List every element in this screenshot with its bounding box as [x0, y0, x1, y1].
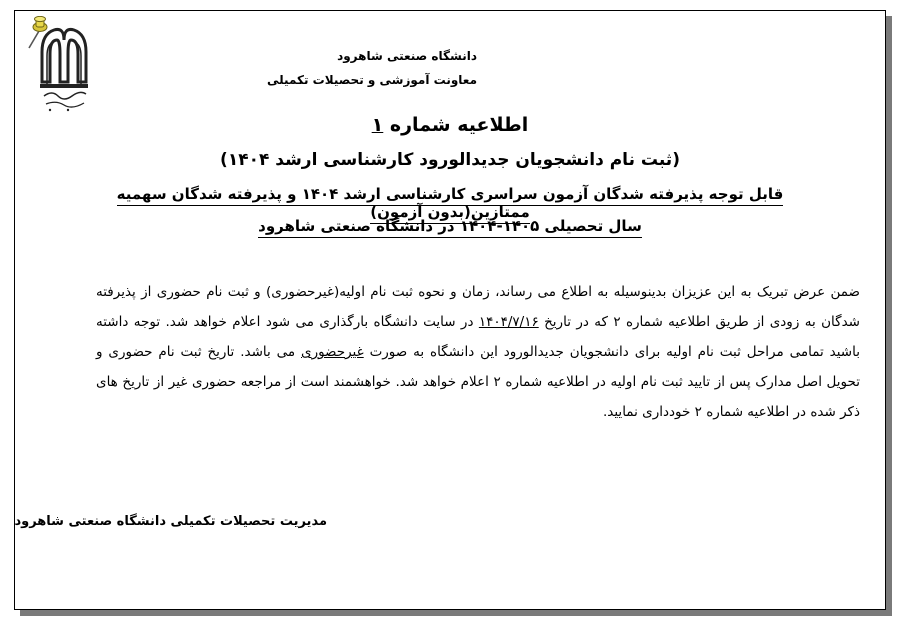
notice-subtitle: (ثبت نام دانشجویان جدیدالورود کارشناسی ارشد ۱۴۰۴) — [220, 150, 680, 170]
body-part-3: می باشد. تاریخ ثبت نام حضوری و تحویل اصل مدارک پس از تایید ثبت نام اولیه در اطلاعیه شماره ۲ اعلام خواهد شد. خواهشمند است از مراجعه حضوری غیر از تاریخ های ذکر شده در اطلاعیه شماره ۲ خودداری نمایید. — [96, 344, 860, 420]
university-logo — [38, 26, 90, 114]
university-name: دانشگاه صنعتی شاهرود — [337, 49, 477, 63]
announcement-date: ۱۴۰۴/۷/۱۶ — [478, 314, 539, 330]
notice-year-text: سال تحصیلی ۱۴۰۵-۱۴۰۴ در دانشگاه صنعتی شاهرود — [258, 217, 642, 238]
body-part-2: در سایت دانشگاه بارگذاری می شود اعلام خواهد شد. توجه داشته باشید تمامی مراحل ثبت نام اولیه برای دانشجویان جدیدالورود این دانشگاه به صورت — [96, 314, 860, 360]
notice-audience-line — [80, 185, 820, 221]
notice-title-prefix: اطلاعیه شماره — [389, 114, 529, 136]
notice-year-line — [80, 217, 820, 235]
signature: مدیریت تحصیلات تکمیلی دانشگاه صنعتی شاهرود — [14, 514, 327, 529]
notice-number: ۱ — [371, 114, 384, 136]
non-attendance-term: غیرحضوری — [301, 344, 364, 360]
deputy-name: معاونت آموزشی و تحصیلات تکمیلی — [267, 73, 477, 87]
body-part-1: ضمن عرض تبریک به این عزیزان بدینوسیله به اطلاع می رساند، زمان و نحوه ثبت نام اولیه(غیرحضوری) و ثبت نام حضوری از پذیرفته شدگان به زودی از طریق اطلاعیه شماره ۲ که در تاریخ — [96, 284, 860, 330]
notice-audience-text: قابل توجه پذیرفته شدگان آزمون سراسری کارشناسی ارشد ۱۴۰۴ و پذیرفته شدگان سهمیه ممتازین(بدون آزمون) — [117, 185, 784, 224]
header-organization — [267, 44, 477, 92]
notice-body — [96, 277, 860, 427]
notice-title — [80, 114, 820, 136]
